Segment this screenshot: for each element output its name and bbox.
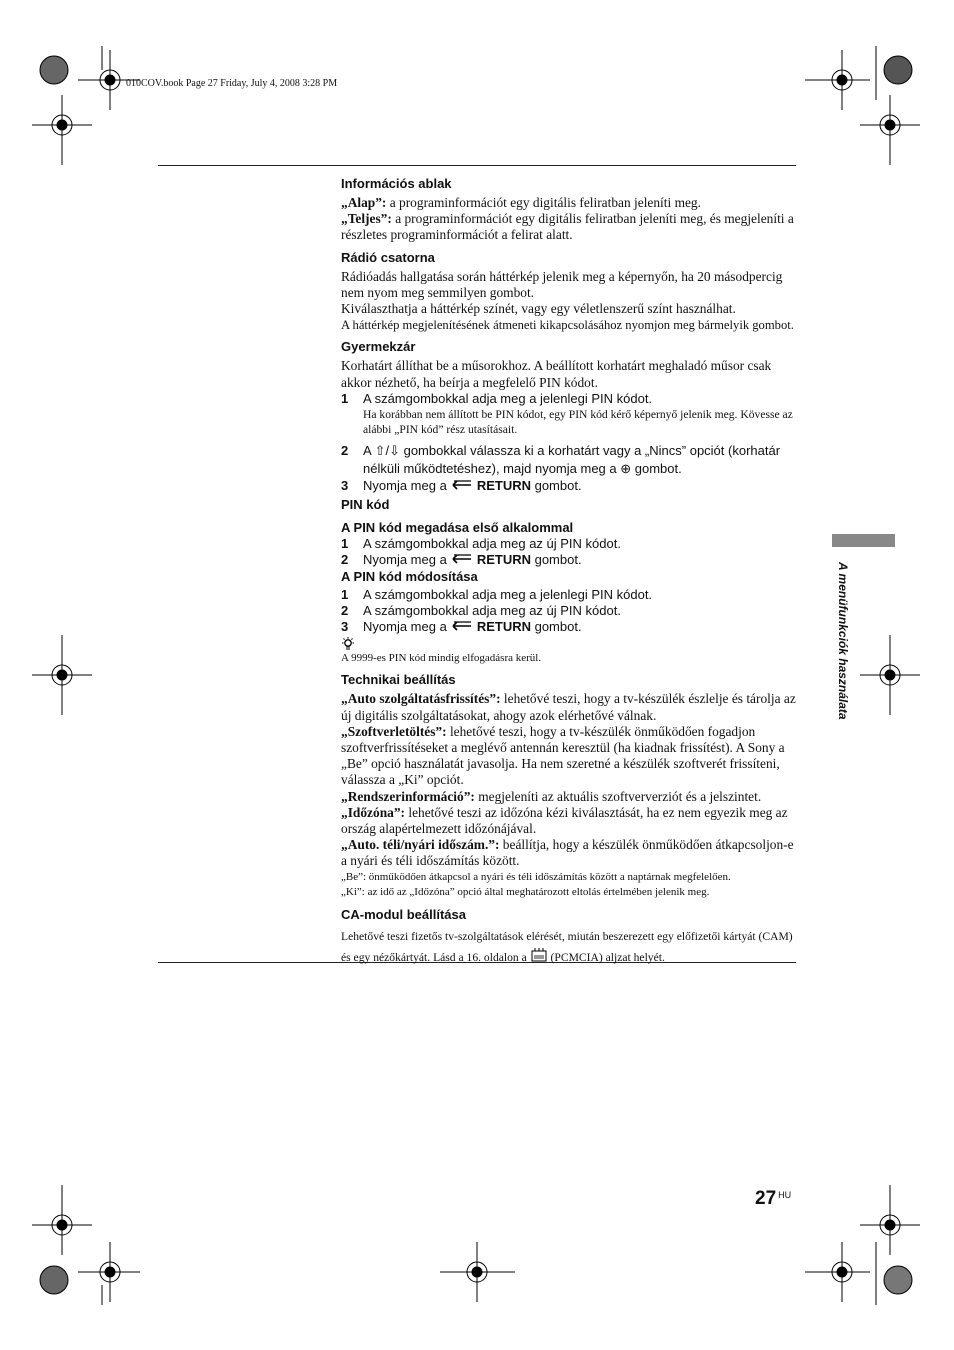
radio-title: Rádió csatorna bbox=[341, 249, 435, 265]
pin-tip: A 9999-es PIN kód mindig elfogadásra kerül. bbox=[341, 651, 542, 664]
pcmcia-slot-icon bbox=[530, 947, 548, 963]
tech-auto-update: „Auto szolgáltatásfrissítés”: lehetővé teszi, hogy a tv-készülék észlelje és tárolja az új digitális szolgáltatásokat, ahogy azok elérhetővé válnak. bbox=[341, 691, 796, 723]
ok-button-icon: ⊕ bbox=[620, 460, 632, 476]
section-tab bbox=[832, 534, 895, 547]
up-down-arrow-icon: ⇧/⇩ bbox=[374, 442, 400, 458]
pin-first-step-2: 2 Nyomja meg a RETURN gombot. bbox=[341, 551, 582, 567]
top-rule bbox=[158, 165, 796, 166]
pin-title: PIN kód bbox=[341, 496, 390, 512]
side-label: A menüfunkciók használata bbox=[836, 562, 850, 720]
info-title: Információs ablak bbox=[341, 176, 452, 191]
pin-first-title: A PIN kód megadása első alkalommal bbox=[341, 519, 574, 535]
child-step-1: 1 A számgombokkal adja meg a jelenlegi PIN kódot. Ha korábban nem állított be PIN kódot, egy PIN kód kérő képernyő jelenik meg. Kövesse az alábbi „PIN kód” rész utasításait. bbox=[341, 391, 796, 438]
pin-first-step-1: 1 A számgombokkal adja meg az új PIN kódot. bbox=[341, 535, 621, 551]
ca-title: CA-modul beállítása bbox=[341, 906, 466, 922]
pin-mod-step-1: 1 A számgombokkal adja meg a jelenlegi PIN kódot. bbox=[341, 586, 653, 602]
lightbulb-icon bbox=[341, 637, 355, 651]
tech-time-zone: „Időzóna”: lehetővé teszi az időzóna kézi kiválasztását, ha ez nem egyezik meg az ország alapértelmezett időzónájával. bbox=[341, 804, 788, 836]
tech-title: Technikai beállítás bbox=[341, 672, 456, 688]
radio-p2: Kiválaszthatja a háttérkép színét, vagy egy véletlenszerű színt használhat. bbox=[341, 301, 736, 317]
return-icon bbox=[450, 553, 474, 565]
pin-mod-step-2: 2 A számgombokkal adja meg az új PIN kódot. bbox=[341, 602, 621, 618]
pin-mod-title: A PIN kód módosítása bbox=[341, 568, 478, 584]
info-alap: „Alap”: a programinformációt egy digitális feliratban jeleníti meg. bbox=[341, 195, 701, 210]
child-p1: Korhatárt állíthat be a műsorokhoz. A beállított korhatárt meghaladó műsor csak akkor nézhető, ha beírja a megfelelő PIN kódot. bbox=[341, 358, 772, 390]
info-teljes: „Teljes”: a programinformációt egy digitális feliratban jeleníti meg, és megjeleníti a részletes programinformációt a felirat alatt. bbox=[341, 211, 794, 243]
return-icon bbox=[450, 620, 474, 632]
page-number: 27 $^{HU}$ bbox=[755, 1188, 792, 1209]
radio-p3: A háttérkép megjelenítésének átmeneti kikapcsolásához nyomjon meg bármelyik gombot. bbox=[341, 318, 794, 333]
tech-software-download: „Szoftverletöltés”: lehetővé teszi, hogy a tv-készülék önműködően fogadjon szoftverfrissítéseket a meglévő antennán keresztül (ha kiadnak frissítést). A Sony a „Be” opció használatát javasolja. Ha nem szeretné a készülék szoftverét frissíteni, válassza a „Ki” opciót. bbox=[341, 723, 785, 788]
child-title: Gyermekzár bbox=[341, 339, 416, 355]
ca-text: Lehetővé teszi fizetős tv-szolgáltatások elérését, miután beszerezett egy előfizetői kártyát (CAM) és egy nézőkártyát. Lásd a 16. oldalon a (PCMCIA) aljzat helyét. bbox=[341, 929, 793, 964]
child-step-1-note: Ha korábban nem állított be PIN kódot, egy PIN kód kérő képernyő jelenik meg. Kövesse az alábbi „PIN kód” rész utasításait. bbox=[363, 407, 793, 437]
tech-dst: „Auto. téli/nyári időszám.”: beállítja, hogy a készülék önműködően átkapcsoljon-e a nyári és téli időszámítás között. bbox=[341, 837, 794, 869]
pin-mod-step-3: 3 Nyomja meg a RETURN gombot. bbox=[341, 618, 582, 634]
tech-system-info: „Rendszerinformáció”: megjeleníti az aktuális szoftververziót és a jelszintet. bbox=[341, 788, 762, 804]
child-step-2: 2 A ⇧/⇩ gombokkal válassza ki a korhatárt vagy a „Nincs” opciót (korhatár nélküli működtetéshez), majd nyomja meg a ⊕ gombot. bbox=[341, 442, 781, 476]
child-step-3: 3 Nyomja meg a RETURN gombot. bbox=[341, 477, 582, 493]
print-header: 010COV.book Page 27 Friday, July 4, 2008 3:28 PM bbox=[126, 78, 338, 89]
main-column bbox=[341, 170, 796, 968]
return-icon bbox=[450, 479, 474, 491]
tech-dst-note-off: „Ki”: az idő az „Időzóna” opció által meghatározott eltolás értelmében jelenik meg. bbox=[341, 886, 710, 899]
radio-p1: Rádióadás hallgatása során háttérkép jelenik meg a képernyőn, ha 20 másodpercig nem nyom meg semmilyen gombot. bbox=[341, 268, 783, 300]
tech-dst-note-on: „Be”: önműködően átkapcsol a nyári és téli időszámítás között a naptárnak megfelelően. bbox=[341, 870, 731, 883]
